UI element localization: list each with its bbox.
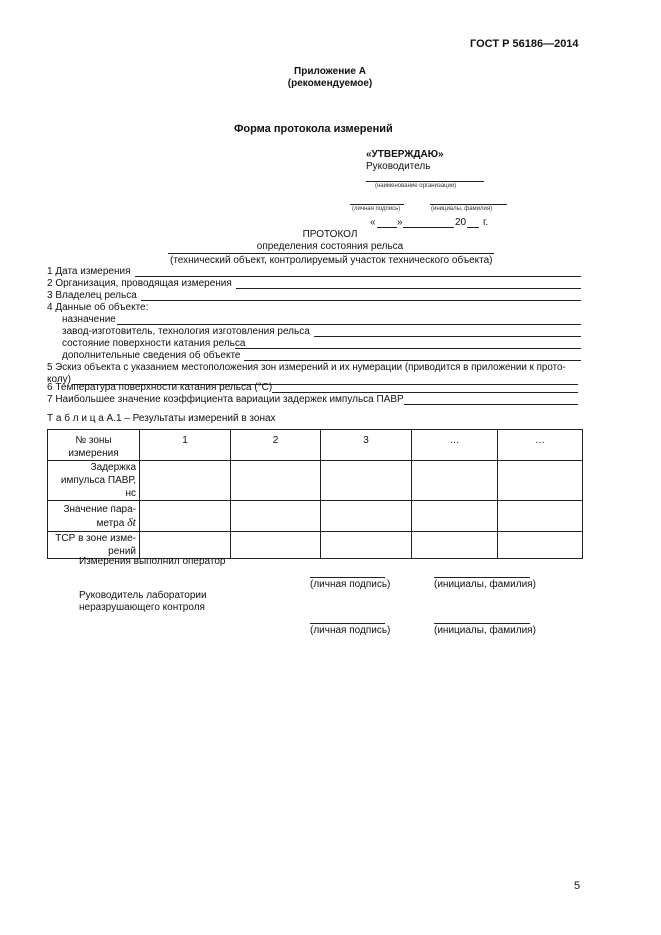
field-measurement-date: 1 Дата измерения [47, 266, 131, 277]
date-year: 20 [455, 217, 467, 228]
lab-head-l2: неразрушающего контроля [79, 602, 205, 613]
field-surface-state-line[interactable] [235, 348, 581, 349]
protocol-title: ПРОТОКОЛ [302, 229, 358, 240]
table-cell[interactable] [231, 501, 321, 532]
field-object-data: 4 Данные об объекте: [47, 302, 149, 313]
table-cell[interactable] [231, 532, 321, 559]
table-cell[interactable] [140, 501, 231, 532]
table-cell[interactable] [412, 532, 498, 559]
row-delay-label: Задержка импульса ПАВР, нс [48, 461, 140, 501]
lab-signature-caption: (личная подпись) [310, 625, 391, 636]
field-sketch-cont: колу) [47, 374, 71, 385]
table-caption: Т а б л и ц а А.1 – Результаты измерений в зонах [47, 413, 276, 424]
header-col-4: … [412, 430, 498, 461]
date-day-line [377, 227, 397, 228]
field-manufacturer: завод-изготовитель, технология изготовления рельса [62, 326, 310, 337]
field-organization: 2 Организация, проводящая измерения [47, 278, 232, 289]
header-zone-cell [48, 430, 140, 461]
date-open: « [370, 217, 376, 228]
field-additional-info-line[interactable] [244, 360, 581, 361]
table-cell[interactable] [321, 532, 412, 559]
lab-head-l1: Руководитель лаборатории [79, 590, 207, 601]
approval-signature-line [350, 204, 404, 205]
standard-number: ГОСТ Р 56186—2014 [470, 38, 579, 50]
date-month-line [403, 227, 454, 228]
appendix-subtitle: (рекомендуемое) [287, 78, 373, 89]
org-caption: (наименование организации) [375, 183, 457, 189]
row-tsr-label: ТСР в зоне изме- рений [48, 532, 140, 559]
approval-name-caption: (инициалы, фамилия) [431, 206, 493, 212]
header-zone-l2: измерения [68, 448, 119, 459]
object-line [168, 253, 494, 254]
approval-role: Руководитель [366, 161, 431, 172]
table-row [48, 461, 583, 501]
field-surface-state: состояние поверхности катания рельса [62, 338, 246, 349]
table-cell[interactable] [321, 461, 412, 501]
approval-signature-caption: (личная подпись) [352, 206, 401, 212]
table-cell[interactable] [412, 461, 498, 501]
operator-name-line[interactable] [434, 577, 530, 578]
delta-t-symbol: δt [127, 514, 136, 529]
org-line [366, 181, 484, 182]
field-measurement-date-line[interactable] [135, 276, 581, 277]
table-row [48, 532, 583, 559]
approval-title: «УТВЕРЖДАЮ» [366, 149, 444, 160]
table-cell[interactable] [231, 461, 321, 501]
table-cell[interactable] [412, 501, 498, 532]
field-additional-info: дополнительные сведения об объекте [62, 350, 241, 361]
table-header-row [48, 430, 583, 461]
header-col-2: 2 [231, 430, 321, 461]
field-purpose: назначение [62, 314, 116, 325]
field-variation: 7 Наибольшее значение коэффициента вариации задержек импульса ПАВР [47, 394, 404, 405]
field-sketch: 5 Эскиз объекта с указанием местоположения зон измерений и их нумерации (приводится в приложении к прото- [47, 362, 566, 373]
operator-label: Измерения выполнил оператор [79, 556, 226, 567]
page-number: 5 [574, 880, 581, 892]
table-cell[interactable] [498, 532, 583, 559]
date-year-line [467, 227, 479, 228]
field-temperature-line[interactable] [272, 392, 578, 393]
table-cell[interactable] [498, 501, 583, 532]
appendix-title: Приложение А [294, 66, 366, 77]
header-col-1: 1 [140, 430, 231, 461]
header-col-3: 3 [321, 430, 412, 461]
table-cell[interactable] [321, 501, 412, 532]
operator-name-caption: (инициалы, фамилия) [434, 579, 536, 590]
results-table [47, 429, 583, 559]
field-rail-owner: 3 Владелец рельса [47, 290, 137, 301]
lab-name-caption: (инициалы, фамилия) [434, 625, 536, 636]
protocol-subtitle: определения состояния рельса [256, 241, 404, 252]
date-suffix: г. [483, 217, 489, 228]
field-manufacturer-line[interactable] [314, 336, 581, 337]
field-rail-owner-line[interactable] [141, 300, 581, 301]
lab-name-line[interactable] [434, 623, 530, 624]
field-organization-line[interactable] [236, 288, 581, 289]
operator-signature-caption: (личная подпись) [310, 579, 391, 590]
field-purpose-line[interactable] [117, 324, 581, 325]
lab-signature-line[interactable] [310, 623, 385, 624]
field-variation-line[interactable] [404, 404, 578, 405]
row-parameter-label: Значение пара- метра δt [48, 501, 140, 532]
header-col-5: … [498, 430, 583, 461]
table-cell[interactable] [140, 532, 231, 559]
approval-name-line [430, 204, 507, 205]
form-title: Форма протокола измерений [234, 123, 393, 135]
table-cell[interactable] [140, 461, 231, 501]
field-temperature: 6 Температура поверхности катания рельса (°С) [47, 382, 273, 393]
table-cell[interactable] [498, 461, 583, 501]
table-row [48, 501, 583, 532]
date-mid: » [397, 217, 403, 228]
header-zone-l1: № зоны [75, 435, 112, 446]
object-caption: (технический объект, контролируемый участок технического объекта) [170, 255, 493, 266]
operator-signature-line[interactable] [310, 577, 385, 578]
